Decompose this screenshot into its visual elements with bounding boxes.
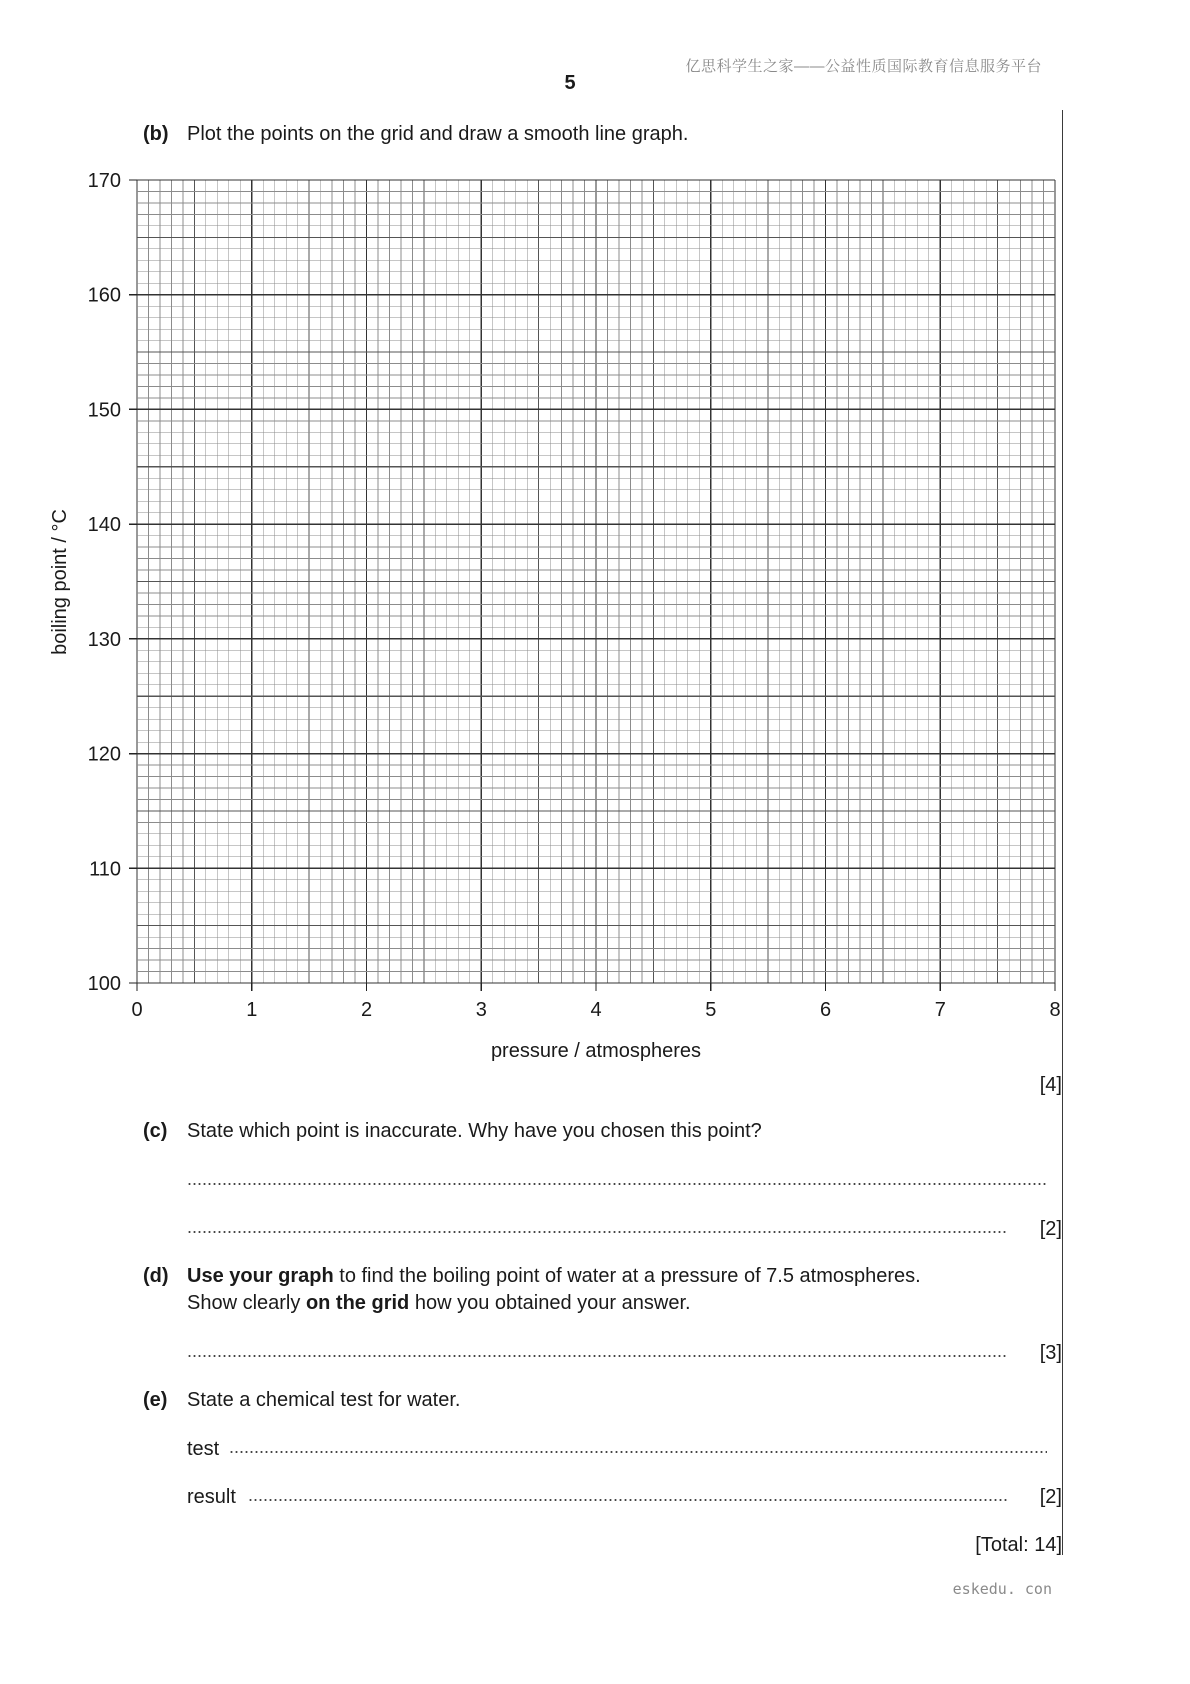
x-tick-label: 7 [934, 999, 946, 1021]
x-axis-label: pressure / atmospheres [490, 1040, 702, 1062]
part-d-text-2b: how you obtained your answer. [409, 1292, 691, 1314]
part-d-bold-1: Use your graph [187, 1265, 334, 1287]
part-d-line-1 [187, 1265, 921, 1288]
y-tick-label: 170 [87, 170, 121, 192]
part-c-marks: [2] [1039, 1218, 1062, 1240]
part-b-label: (b) [143, 123, 169, 145]
part-d-text-2a: Show clearly [187, 1292, 306, 1314]
x-tick-label: 0 [131, 999, 143, 1021]
tick-labels [88, 170, 1061, 1021]
part-d-text-1: to find the boiling point of water at a pressure of 7.5 atmospheres. [333, 1265, 921, 1287]
part-e-label: (e) [143, 1389, 168, 1411]
y-tick-label: 120 [87, 743, 121, 766]
question-total: [Total: 14] [975, 1534, 1062, 1556]
part-e-text: State a chemical test for water. [187, 1389, 461, 1411]
part-b-text: Plot the points on the grid and draw a smooth line graph. [187, 123, 689, 145]
y-tick-label: 110 [89, 858, 121, 881]
part-c-answer-line-2[interactable] [187, 1230, 1007, 1234]
part-d-answer-line[interactable] [187, 1354, 1007, 1358]
x-tick-label: 8 [1049, 999, 1061, 1021]
header-watermark: 亿思科学生之家——公益性质国际教育信息服务平台 [685, 58, 1042, 75]
y-tick-label: 100 [87, 973, 121, 995]
x-tick-label: 6 [819, 999, 832, 1021]
footer-watermark: eskedu. con [952, 1580, 1052, 1598]
part-e-test-answer-line[interactable] [229, 1450, 1047, 1454]
part-e-result-answer-line[interactable] [248, 1498, 1007, 1502]
part-c-text: State which point is inaccurate. Why have you chosen this point? [187, 1120, 762, 1142]
x-tick-label: 1 [246, 999, 258, 1021]
y-tick-label: 150 [87, 399, 121, 422]
part-c-label: (c) [143, 1120, 168, 1142]
x-tick-label: 2 [360, 999, 373, 1021]
x-tick-label: 4 [590, 999, 602, 1021]
part-d-label: (d) [143, 1265, 169, 1287]
part-c-answer-line-1[interactable] [187, 1182, 1047, 1186]
page-number: 5 [564, 72, 576, 94]
y-tick-label: 140 [87, 514, 121, 537]
x-tick-label: 5 [705, 999, 717, 1021]
tick-marks [129, 180, 1055, 991]
part-d-marks: [3] [1039, 1342, 1062, 1364]
part-e-result-label: result [187, 1486, 236, 1508]
part-e-marks: [2] [1039, 1486, 1062, 1508]
part-b-marks: [4] [1039, 1074, 1062, 1096]
y-tick-label: 130 [87, 628, 121, 651]
part-d-bold-2: on the grid [305, 1292, 410, 1314]
part-e-test-label: test [187, 1438, 220, 1460]
y-tick-label: 160 [87, 284, 121, 307]
y-axis-label: boiling point / °C [49, 509, 71, 655]
x-tick-label: 3 [475, 999, 487, 1021]
part-d-line-2 [187, 1292, 691, 1315]
grid-lines [137, 180, 1055, 983]
